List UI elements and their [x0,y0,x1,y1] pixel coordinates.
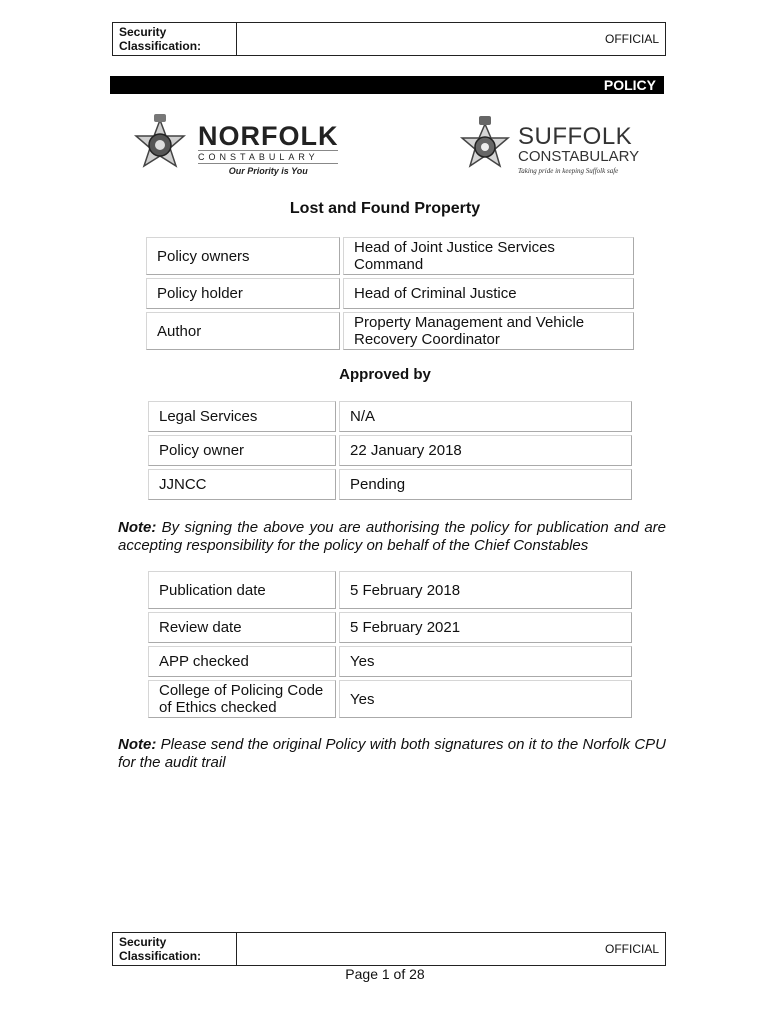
norfolk-crest-icon [128,114,192,184]
table-cell-label: Author [146,312,340,350]
header-security-label: Security Classification: [113,23,237,55]
table-cell-label: College of Policing Code of Ethics checked [148,680,336,718]
table-row [146,237,634,275]
table-cell-value: Property Management and Vehicle Recovery Coordinator [343,312,634,350]
norfolk-name: NORFOLK [198,121,339,151]
table-cell-value: Head of Joint Justice Services Command [343,237,634,275]
table-cell-label: Policy owners [146,237,340,275]
table-row [148,680,632,718]
table-row [148,435,632,466]
norfolk-logo [128,114,338,184]
approved-by-heading: Approved by [339,366,431,383]
table-row [148,469,632,500]
page-number: Page 1 of 28 [345,966,425,982]
table-cell-value: Yes [339,680,632,718]
note-authorisation [118,519,666,555]
suffolk-crest-icon [456,116,514,184]
suffolk-logo [456,116,639,184]
footer-security-label: Security Classification: [113,933,237,965]
footer-security-box [112,932,666,966]
suffolk-sub: CONSTABULARY [518,148,640,165]
norfolk-tagline: Our Priority is You [228,166,308,176]
header-security-box [112,22,666,56]
table-cell-value: Yes [339,646,632,677]
note-prefix: Note: [118,519,157,536]
table-cell-label: JJNCC [148,469,336,500]
approval-table [145,398,635,503]
table-cell-value: 5 February 2021 [339,612,632,643]
table-cell-label: Review date [148,612,336,643]
table-cell-label: Policy holder [146,278,340,309]
table-row [148,401,632,432]
table-row [148,646,632,677]
header-security-value: OFFICIAL [604,32,659,46]
suffolk-tagline: Taking pride in keeping Suffolk safe [518,167,619,175]
table-cell-label: APP checked [148,646,336,677]
table-row [146,312,634,350]
norfolk-sub: CONSTABULARY [198,150,338,164]
publication-table [145,568,635,721]
table-cell-label: Policy owner [148,435,336,466]
document-title: Lost and Found Property [289,200,481,217]
policy-banner: POLICY [110,76,664,94]
table-row [148,612,632,643]
note-audit [118,736,666,772]
table-cell-value: 22 January 2018 [339,435,632,466]
table-cell-label: Publication date [148,571,336,609]
suffolk-name: SUFFOLK [518,123,633,150]
note-text: By signing the above you are authorising the policy for publication and are accepting responsibility for the policy on behalf of the Chief Constables [118,519,666,554]
table-cell-value: Head of Criminal Justice [343,278,634,309]
owners-table [143,234,637,353]
note-prefix: Note: [118,736,157,753]
table-cell-value: 5 February 2018 [339,571,632,609]
table-row [146,278,634,309]
note-text: Please send the original Policy with both signatures on it to the Norfolk CPU for the audit trail [118,736,666,771]
table-row [148,571,632,609]
table-cell-label: Legal Services [148,401,336,432]
footer-security-value: OFFICIAL [604,942,659,956]
table-cell-value: N/A [339,401,632,432]
table-cell-value: Pending [339,469,632,500]
